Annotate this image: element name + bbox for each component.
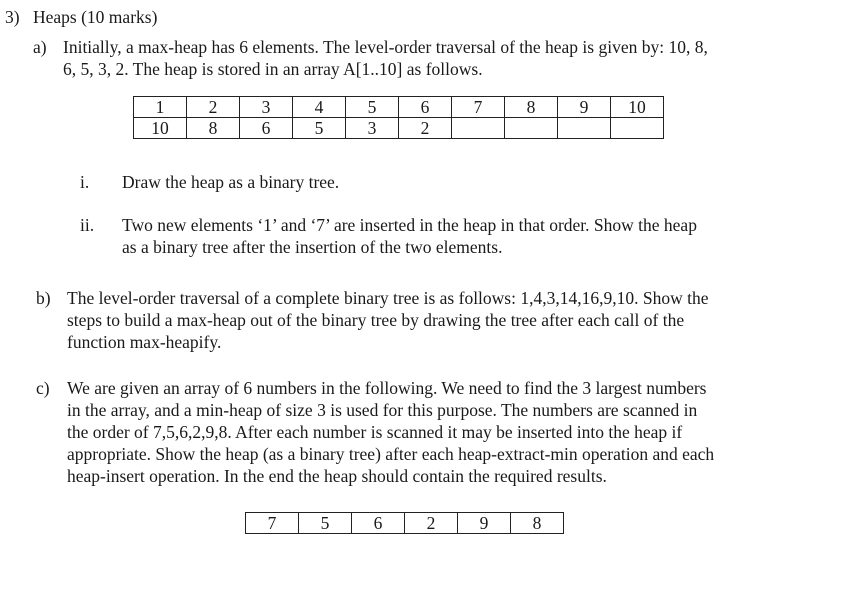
- scan-array-cell: 8: [511, 513, 564, 534]
- sub-ii-line-1: Two new elements ‘1’ and ‘7’ are inserted in the heap in that order. Show the heap: [122, 215, 697, 235]
- part-b-line-2: steps to build a max-heap out of the binary tree by drawing the tree after each call of the: [67, 310, 685, 330]
- array-index-cell: 10: [611, 97, 664, 118]
- array-index-cell: 1: [134, 97, 187, 118]
- array-index-cell: 5: [346, 97, 399, 118]
- array-index-cell: 9: [558, 97, 611, 118]
- array-value-cell: 5: [293, 118, 346, 139]
- sub-i-text: Draw the heap as a binary tree.: [122, 172, 340, 192]
- array-index-cell: 8: [505, 97, 558, 118]
- array-value-cell: 6: [240, 118, 293, 139]
- part-a-line-1: Initially, a max-heap has 6 elements. The level-order traversal of the heap is given by: 10, 8,: [63, 37, 708, 57]
- array-index-row: [134, 97, 664, 118]
- array-value-cell: 2: [399, 118, 452, 139]
- part-a-label: a): [33, 37, 47, 57]
- array-value-cell: 8: [187, 118, 240, 139]
- array-value-cell: [505, 118, 558, 139]
- array-index-cell: 2: [187, 97, 240, 118]
- question-number: 3): [5, 7, 20, 27]
- sub-ii-label: ii.: [80, 215, 95, 235]
- part-c-line-1: We are given an array of 6 numbers in the following. We need to find the 3 largest numbers: [67, 378, 707, 398]
- part-a-line-2: 6, 5, 3, 2. The heap is stored in an array A[1..10] as follows.: [63, 59, 483, 79]
- array-index-cell: 7: [452, 97, 505, 118]
- scan-array-cell: 5: [299, 513, 352, 534]
- heap-array-table: [133, 96, 664, 139]
- part-c-line-3: the order of 7,5,6,2,9,8. After each number is scanned it may be inserted into the heap if: [67, 422, 683, 442]
- scan-array-table: [245, 512, 564, 534]
- array-index-cell: 3: [240, 97, 293, 118]
- scan-array-cell: 9: [458, 513, 511, 534]
- part-c-line-4: appropriate. Show the heap (as a binary tree) after each heap-extract-min operation and each: [67, 444, 715, 464]
- array-value-cell: [452, 118, 505, 139]
- part-c-line-2: in the array, and a min-heap of size 3 is used for this purpose. The numbers are scanned in: [67, 400, 698, 420]
- array-value-cell: 10: [134, 118, 187, 139]
- array-value-row: [134, 118, 664, 139]
- scan-array-cell: 6: [352, 513, 405, 534]
- array-index-cell: 4: [293, 97, 346, 118]
- array-value-cell: [611, 118, 664, 139]
- scan-array-cell: 2: [405, 513, 458, 534]
- part-b-line-1: The level-order traversal of a complete binary tree is as follows: 1,4,3,14,16,9,10. Show the: [67, 288, 709, 308]
- array-index-cell: 6: [399, 97, 452, 118]
- question-title: Heaps (10 marks): [33, 7, 158, 27]
- part-b-label: b): [36, 288, 51, 308]
- scan-array-row: [246, 513, 564, 534]
- array-value-cell: 3: [346, 118, 399, 139]
- array-value-cell: [558, 118, 611, 139]
- sub-i-label: i.: [80, 172, 90, 192]
- sub-ii-line-2: as a binary tree after the insertion of the two elements.: [122, 237, 503, 257]
- part-c-line-5: heap-insert operation. In the end the heap should contain the required results.: [67, 466, 607, 486]
- part-c-label: c): [36, 378, 50, 398]
- scan-array-cell: 7: [246, 513, 299, 534]
- part-b-line-3: function max-heapify.: [67, 332, 222, 352]
